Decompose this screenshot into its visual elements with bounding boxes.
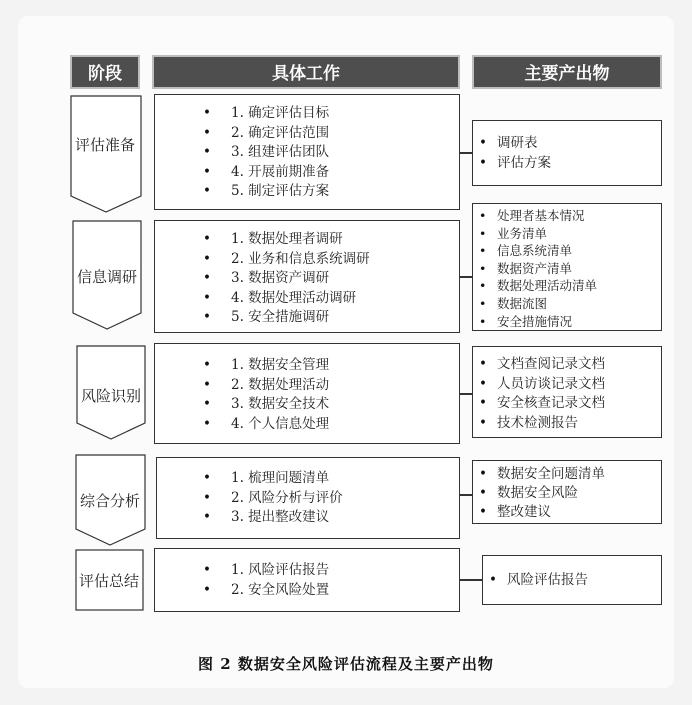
work-item: • 2. 风险分析与评价: [231, 489, 343, 509]
connector-survey: [460, 276, 472, 278]
work-box-survey: [154, 220, 460, 333]
header-outputs: 主要产出物: [472, 55, 662, 89]
output-box-identify: [472, 346, 662, 438]
output-item: • 数据资产清单: [473, 260, 597, 278]
work-list-analyze: [231, 469, 343, 528]
connector-analyze: [460, 494, 472, 496]
work-item: • 1. 数据安全管理: [231, 356, 329, 376]
stage-label-prep: 评估准备: [75, 136, 136, 154]
header-work: 具体工作: [152, 55, 460, 89]
stage-label-summary: 评估总结: [79, 572, 140, 590]
work-item: • 2. 安全风险处置: [231, 581, 329, 601]
work-item: • 3. 组建评估团队: [231, 143, 329, 163]
work-box-prep: [154, 94, 460, 210]
output-item: • 技术检测报告: [473, 414, 605, 434]
work-item: • 2. 数据处理活动: [231, 376, 329, 396]
work-item: • 2. 确定评估范围: [231, 124, 329, 144]
output-list-prep: [473, 133, 551, 173]
connector-identify: [460, 393, 472, 395]
work-item: • 4. 开展前期准备: [231, 163, 329, 183]
output-item: • 数据处理活动清单: [473, 277, 597, 295]
output-item: • 整改建议: [473, 503, 605, 522]
connector-summary: [460, 579, 482, 581]
output-item: • 处理者基本情况: [473, 207, 597, 225]
work-list-prep: [231, 104, 329, 202]
stage-label-analyze: 综合分析: [80, 492, 141, 510]
output-list-survey: [473, 207, 597, 330]
work-box-analyze: [156, 457, 460, 539]
output-list-summary: [483, 570, 588, 590]
work-item: • 2. 业务和信息系统调研: [231, 250, 370, 270]
work-item: • 5. 安全措施调研: [231, 308, 370, 328]
stage-label-survey: 信息调研: [77, 268, 138, 286]
work-item: • 4. 数据处理活动调研: [231, 289, 370, 309]
output-list-identify: [473, 355, 605, 433]
work-item: • 3. 数据资产调研: [231, 269, 370, 289]
output-item: • 安全措施情况: [473, 313, 597, 331]
connector-prep: [460, 152, 472, 154]
work-item: • 5. 制定评估方案: [231, 182, 329, 202]
work-box-identify: [154, 343, 460, 444]
output-list-analyze: [473, 465, 605, 522]
work-item: • 1. 梳理问题清单: [231, 469, 343, 489]
output-item: • 文档查阅记录文档: [473, 355, 605, 375]
work-item: • 3. 提出整改建议: [231, 508, 343, 528]
output-box-summary: [482, 555, 662, 605]
work-item: • 1. 数据处理者调研: [231, 230, 370, 250]
output-item: • 信息系统清单: [473, 242, 597, 260]
work-list-summary: [231, 561, 329, 600]
output-item: • 安全核查记录文档: [473, 394, 605, 414]
work-item: • 1. 风险评估报告: [231, 561, 329, 581]
output-item: • 数据安全风险: [473, 484, 605, 503]
output-box-survey: [472, 203, 662, 331]
output-item: • 人员访谈记录文档: [473, 375, 605, 395]
output-item: • 调研表: [473, 133, 551, 153]
work-box-summary: [154, 548, 460, 612]
header-stage: 阶段: [70, 55, 140, 89]
stage-label-identify: 风险识别: [81, 387, 142, 405]
output-box-analyze: [472, 460, 662, 524]
work-item: • 4. 个人信息处理: [231, 415, 329, 435]
output-item: • 数据安全问题清单: [473, 465, 605, 484]
output-item: • 业务清单: [473, 225, 597, 243]
output-box-prep: [472, 120, 662, 186]
work-list-survey: [231, 230, 370, 328]
output-item: • 数据流图: [473, 295, 597, 313]
work-item: • 1. 确定评估目标: [231, 104, 329, 124]
output-item: • 风险评估报告: [483, 570, 588, 590]
work-list-identify: [231, 356, 329, 434]
figure-caption: 图 2 数据安全风险评估流程及主要产出物: [198, 655, 494, 673]
output-item: • 评估方案: [473, 153, 551, 173]
work-item: • 3. 数据安全技术: [231, 395, 329, 415]
